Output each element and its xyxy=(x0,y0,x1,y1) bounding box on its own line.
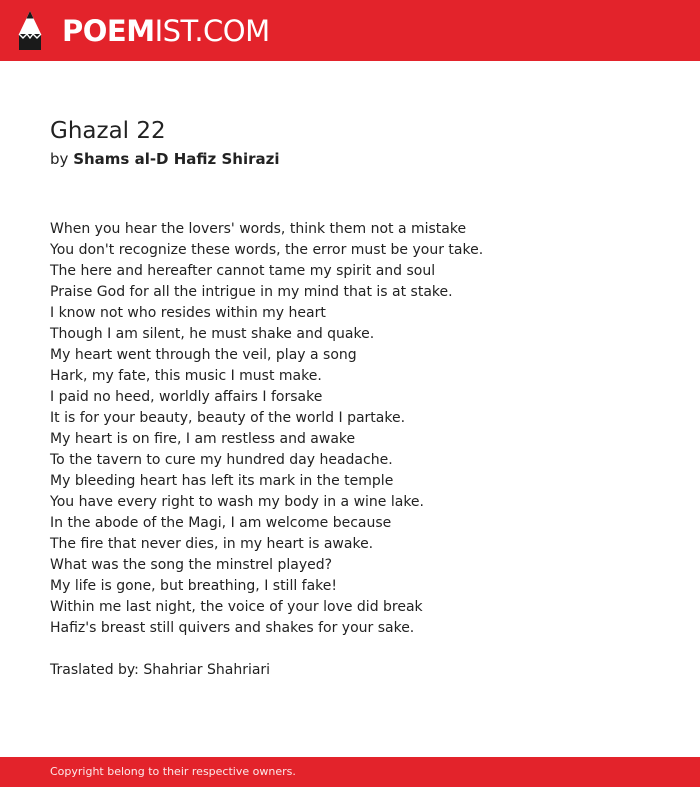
site-header xyxy=(0,0,700,61)
poem-line: Hark, my fate, this music I must make. xyxy=(50,368,322,384)
poem-line: Within me last night, the voice of your love did break xyxy=(50,599,423,615)
poem-line: The fire that never dies, in my heart is awake. xyxy=(50,536,374,552)
poem-line: What was the song the minstrel played? xyxy=(50,557,333,573)
site-logo-text[interactable] xyxy=(62,14,270,48)
poem-line: You don't recognize these words, the error must be your take. xyxy=(50,242,484,258)
poem-line: My bleeding heart has left its mark in the temple xyxy=(50,473,394,489)
poem-line: I paid no heed, worldly affairs I forsake xyxy=(50,389,323,405)
site-footer xyxy=(0,757,700,787)
poem-line: I know not who resides within my heart xyxy=(50,305,326,321)
poem-line: To the tavern to cure my hundred day headache. xyxy=(50,452,393,468)
poem-line: When you hear the lovers' words, think them not a mistake xyxy=(50,221,467,237)
poem-line: My heart is on fire, I am restless and awake xyxy=(50,431,356,447)
poem-line: Hafiz's breast still quivers and shakes for your sake. xyxy=(50,620,415,636)
poem-line: The here and hereafter cannot tame my spirit and soul xyxy=(50,263,436,279)
poem-line: It is for your beauty, beauty of the world I partake. xyxy=(50,410,406,426)
poem-line: My heart went through the veil, play a song xyxy=(50,347,357,363)
poem-line: My life is gone, but breathing, I still fake! xyxy=(50,578,338,594)
poem-line: Praise God for all the intrigue in my mind that is at stake. xyxy=(50,284,453,300)
poem-line: In the abode of the Magi, I am welcome because xyxy=(50,515,392,531)
poem-body xyxy=(50,219,670,639)
poem-title: Ghazal 22 xyxy=(50,118,166,144)
translator-credit: Traslated by: Shahriar Shahriari xyxy=(50,662,271,678)
brand-bold: POEM xyxy=(62,14,155,48)
pencil-tip-icon[interactable] xyxy=(16,10,44,56)
byline xyxy=(50,149,280,169)
author-name: Shams al-D Hafiz Shirazi xyxy=(73,150,280,168)
poem-line: You have every right to wash my body in a wine lake. xyxy=(50,494,424,510)
copyright-notice: Copyright belong to their respective owners. xyxy=(50,765,296,778)
brand-light: IST.COM xyxy=(154,14,270,48)
by-prefix: by xyxy=(50,150,69,168)
poem-line: Though I am silent, he must shake and quake. xyxy=(50,326,375,342)
